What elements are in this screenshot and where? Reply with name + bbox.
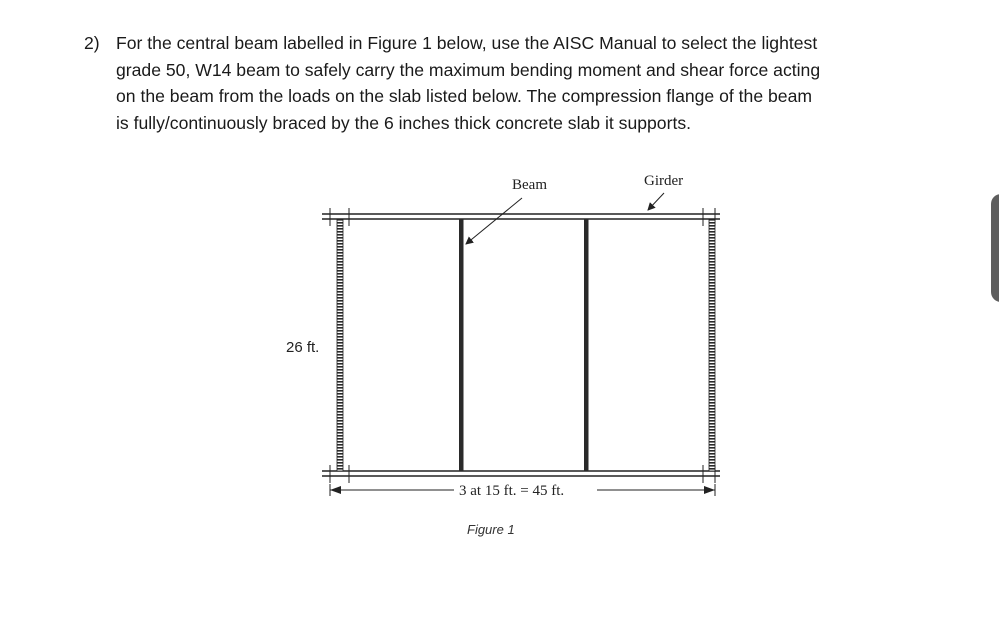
beam-leader-arrow xyxy=(466,198,522,244)
beam-label: Beam xyxy=(512,177,547,193)
right-wall xyxy=(709,219,715,471)
span-dimension-label: 3 at 15 ft. = 45 ft. xyxy=(459,483,565,499)
figure-caption: Figure 1 xyxy=(467,522,515,537)
central-beam-right xyxy=(584,219,589,471)
question-line: on the beam from the loads on the slab listed below. The compression flange of the beam xyxy=(116,86,813,106)
question-line: grade 50, W14 beam to safely carry the maximum bending moment and shear force acting xyxy=(116,59,821,80)
height-label-text: 26 ft. xyxy=(286,339,320,356)
top-girder xyxy=(322,208,720,226)
question-number: 2) xyxy=(84,33,100,53)
girder-label: Girder xyxy=(644,173,684,189)
question-line: For the central beam labelled in Figure 1 below, use the AISC Manual to select the lightest xyxy=(116,33,818,53)
central-beam-left xyxy=(459,219,464,471)
girder-leader-arrow xyxy=(648,193,664,210)
side-panel-tab[interactable] xyxy=(991,194,999,302)
height-dimension-label xyxy=(286,339,319,356)
left-wall xyxy=(337,219,343,471)
question-line: is fully/continuously braced by the 6 inches thick concrete slab it supports. xyxy=(116,112,692,133)
bottom-girder xyxy=(322,465,720,483)
